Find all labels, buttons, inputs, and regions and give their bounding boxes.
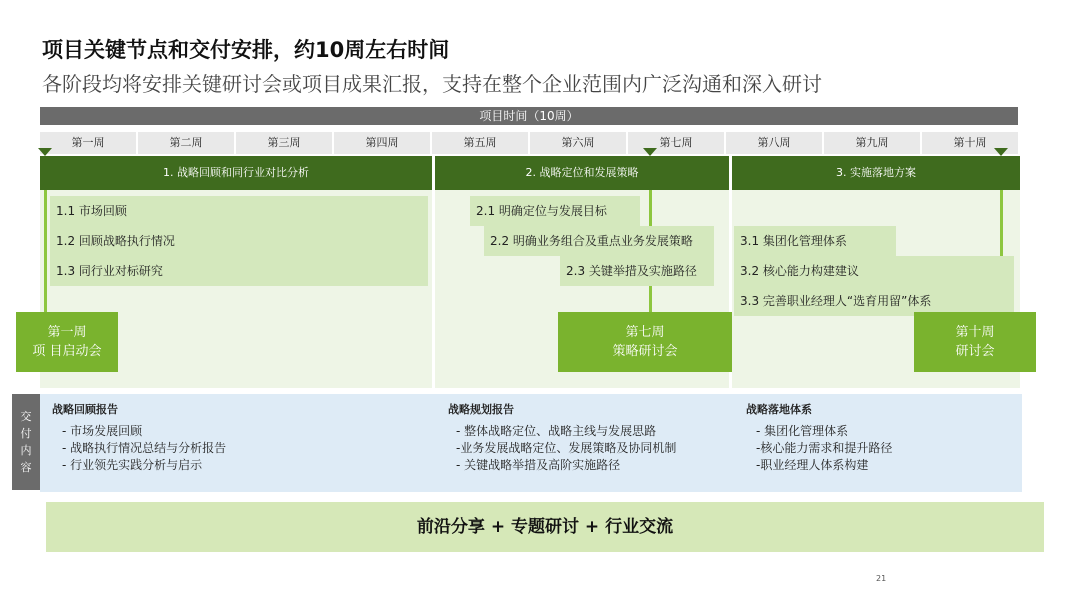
- milestone-week: 第七周: [625, 325, 665, 340]
- phase-3-arrow: [994, 148, 1008, 156]
- milestone-week: 第十周: [955, 325, 995, 340]
- phase-3-item: 3.3 完善职业经理人“选育用留”体系: [734, 286, 1014, 316]
- week-cell: 第八周: [726, 132, 824, 154]
- deliverable-title: 战略规划报告: [448, 403, 514, 416]
- milestone-final-workshop: [914, 312, 1036, 372]
- deliverable-column: [746, 401, 892, 474]
- week-cell: 第十周: [922, 132, 1018, 154]
- phase-2-item: 2.1 明确定位与发展目标: [470, 196, 640, 226]
- phase-1-arrow: [38, 148, 52, 156]
- page-title: 项目关键节点和交付安排，约10周左右时间: [42, 38, 450, 62]
- week-cell: 第六周: [530, 132, 628, 154]
- deliverable-item: -业务发展战略定位、发展策略及协同机制: [456, 441, 677, 455]
- phase-3-header: 3. 实施落地方案: [732, 156, 1020, 190]
- phase-1-timeline-line: [44, 190, 47, 312]
- deliverables-label: [12, 394, 40, 490]
- milestone-strategy-workshop: [558, 312, 732, 372]
- phase-1-item: 1.2 回顾战略执行情况: [50, 226, 428, 256]
- week-cell: 第二周: [138, 132, 236, 154]
- deliverable-item: - 整体战略定位、战略主线与发展思路: [456, 424, 657, 438]
- page-subtitle: 各阶段均将安排关键研讨会或项目成果汇报，支持在整个企业范围内广泛沟通和深入研讨: [42, 72, 822, 96]
- deliverable-title: 战略回顾报告: [52, 403, 118, 416]
- timeline-header: 项目时间（10周）: [40, 107, 1018, 125]
- phase-3-item: 3.1 集团化管理体系: [734, 226, 896, 256]
- page-number: 21: [876, 574, 887, 583]
- phase-1-item: 1.1 市场回顾: [50, 196, 428, 226]
- milestone-label: 项 目启动会: [32, 344, 102, 359]
- deliverables-label-text: 交付内容: [20, 410, 32, 474]
- phase-2-item: 2.2 明确业务组合及重点业务发展策略: [484, 226, 714, 256]
- week-cell: 第一周: [40, 132, 138, 154]
- deliverable-item: - 集团化管理体系: [756, 424, 849, 438]
- milestone-kickoff: [16, 312, 118, 372]
- deliverable-item: - 行业领先实践分析与启示: [62, 458, 203, 472]
- phase-3-item: 3.2 核心能力构建建议: [734, 256, 1014, 286]
- week-cell: 第九周: [824, 132, 922, 154]
- phase-1-item: 1.3 同行业对标研究: [50, 256, 428, 286]
- week-cell: 第三周: [236, 132, 334, 154]
- bottom-banner: 前沿分享 + 专题研讨 + 行业交流: [46, 502, 1044, 552]
- milestone-week: 第一周: [47, 325, 87, 340]
- deliverable-column: [448, 401, 676, 474]
- deliverable-item: - 关键战略举措及高阶实施路径: [456, 458, 621, 472]
- deliverable-title: 战略落地体系: [746, 403, 812, 416]
- deliverable-item: - 战略执行情况总结与分析报告: [62, 441, 227, 455]
- phase-2-arrow: [643, 148, 657, 156]
- milestone-label: 策略研讨会: [612, 344, 678, 359]
- week-cell: 第七周: [628, 132, 726, 154]
- deliverable-item: -职业经理人体系构建: [756, 458, 869, 472]
- deliverable-column: [52, 401, 226, 474]
- week-cell: 第五周: [432, 132, 530, 154]
- week-row: [40, 132, 1018, 154]
- milestone-label: 研讨会: [955, 344, 995, 359]
- phase-1-header: 1. 战略回顾和同行业对比分析: [40, 156, 432, 190]
- phase-2-item: 2.3 关键举措及实施路径: [560, 256, 714, 286]
- week-cell: 第四周: [334, 132, 432, 154]
- deliverable-item: - 市场发展回顾: [62, 424, 143, 438]
- deliverable-item: -核心能力需求和提升路径: [756, 441, 893, 455]
- phase-2-header: 2. 战略定位和发展策略: [435, 156, 729, 190]
